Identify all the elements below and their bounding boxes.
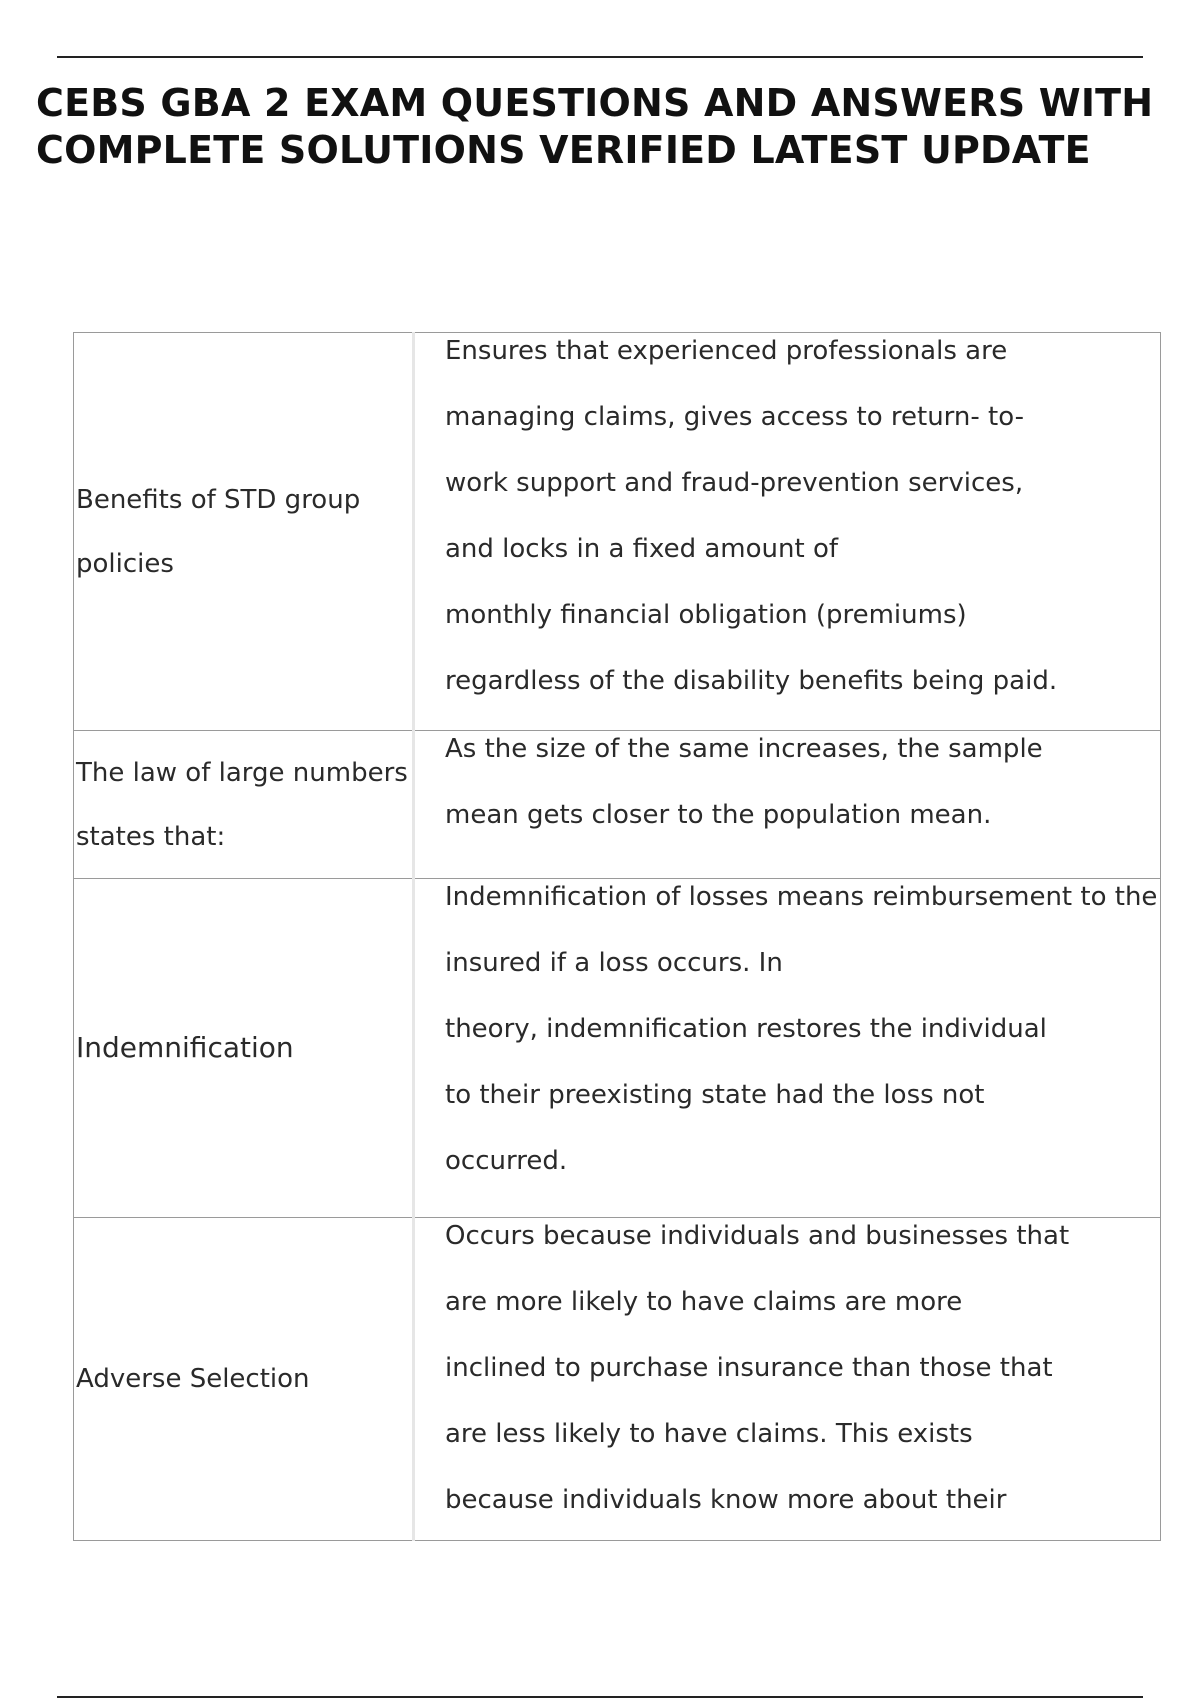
table-row xyxy=(74,731,1161,879)
definition-cell xyxy=(414,1218,1161,1541)
term-line: states that: xyxy=(76,821,226,852)
document-title xyxy=(36,80,1156,174)
definition-line: work support and fraud-prevention services, xyxy=(445,468,1024,498)
definition-line: to their preexisting state had the loss not xyxy=(445,1080,985,1110)
term-cell xyxy=(74,731,414,879)
title-line-2: COMPLETE SOLUTIONS VERIFIED LATEST UPDATE xyxy=(36,128,1091,172)
definition-line: Occurs because individuals and businesses that xyxy=(445,1221,1070,1251)
definition-line: are more likely to have claims are more xyxy=(445,1287,963,1317)
definition-line: managing claims, gives access to return- to- xyxy=(445,402,1024,432)
definition-line: As the size of the same increases, the sample xyxy=(445,734,1043,764)
definition-line: and locks in a fixed amount of xyxy=(445,534,839,564)
term-line: Indemnification xyxy=(76,1031,294,1064)
definition-line: mean gets closer to the population mean. xyxy=(445,800,992,830)
table-row xyxy=(74,1218,1161,1541)
term-cell xyxy=(74,1218,414,1541)
definition-cell xyxy=(414,879,1161,1218)
definition-line: are less likely to have claims. This exists xyxy=(445,1419,973,1449)
definition-line: regardless of the disability benefits being paid. xyxy=(445,666,1058,696)
definition-cell xyxy=(414,333,1161,731)
title-line-1: CEBS GBA 2 EXAM QUESTIONS AND ANSWERS WITH xyxy=(36,81,1154,125)
definition-line: insured if a loss occurs. In xyxy=(445,948,783,978)
qa-table xyxy=(73,332,1161,1541)
table-row xyxy=(74,333,1161,731)
definition-cell xyxy=(414,731,1161,879)
term-cell xyxy=(74,879,414,1218)
definition-line: inclined to purchase insurance than those that xyxy=(445,1353,1053,1383)
definition-line: occurred. xyxy=(445,1146,568,1176)
term-line: The law of large numbers xyxy=(76,757,408,788)
definition-line: Ensures that experienced professionals are xyxy=(445,336,1008,366)
table-row xyxy=(74,879,1161,1218)
term-line: policies xyxy=(76,548,174,579)
term-line: Benefits of STD group xyxy=(76,484,361,515)
definition-line: because individuals know more about their xyxy=(445,1485,1007,1515)
definition-line: theory, indemnification restores the individual xyxy=(445,1014,1047,1044)
definition-line: monthly financial obligation (premiums) xyxy=(445,600,967,630)
bottom-divider xyxy=(57,1696,1143,1698)
top-divider xyxy=(57,56,1143,58)
term-cell xyxy=(74,333,414,731)
definition-line: Indemnification of losses means reimbursement to the xyxy=(445,882,1158,912)
term-line: Adverse Selection xyxy=(76,1364,310,1394)
